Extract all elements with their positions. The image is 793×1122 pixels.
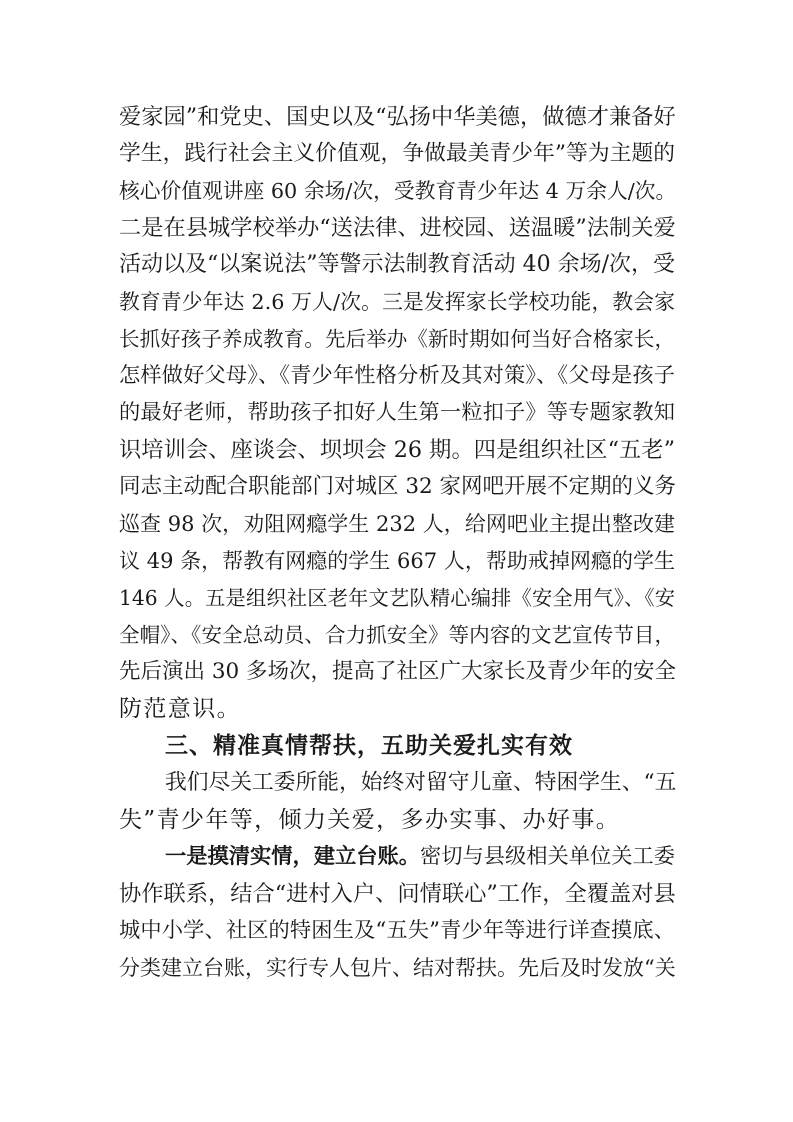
section-heading: 三、精准真情帮扶，五助关爱扎实有效	[165, 733, 573, 759]
paragraph-line: 失”青少年等，倾力关爱，多办实事、办好事。	[119, 807, 621, 833]
paragraph-line: 怎样做好父母》、《青少年性格分析及其对策》、《父母是孩子	[119, 363, 675, 388]
paragraph-line: 学生，践行社会主义价值观，争做最美青少年”等为主题的	[119, 141, 675, 166]
paragraph-line: 我们尽关工委所能，始终对留守儿童、特困学生、“五	[165, 770, 677, 795]
paragraph-line: 活动以及“以案说法”等警示法制教育活动 40 余场/次，受	[119, 252, 675, 277]
paragraph-line: 先后演出 30 多场次，提高了社区广大家长及青少年的安全	[119, 659, 677, 684]
paragraph-line: 二是在县城学校举办“送法律、进校园、送温暖”法制关爱	[119, 215, 676, 241]
paragraph-line-rest: 密切与县级相关单位关工委	[420, 844, 676, 869]
paragraph-line: 议 49 条，帮教有网瘾的学生 667 人，帮助戒掉网瘾的学生	[119, 549, 675, 573]
paragraph-line: 146 人。五是组织社区老年文艺队精心编排《安全用气》、《安	[119, 586, 675, 610]
paragraph-line: 爱家园”和党史、国史以及“弘扬中华美德，做德才兼备好	[119, 104, 676, 130]
paragraph-lead-phrase: 一是摸清实情，建立台账。	[165, 844, 421, 869]
paragraph-line: 分类建立台账，实行专人包片、结对帮扶。先后及时发放“关	[119, 956, 676, 980]
paragraph-line: 协作联系，结合“进村入户、问情联心”工作，全覆盖对县	[119, 881, 676, 907]
paragraph-line: 识培训会、座谈会、坝坝会 26 期。四是组织社区“五老”	[119, 437, 675, 463]
paragraph-line: 教育青少年达 2.6 万人/次。三是发挥家长学校功能，教会家	[119, 290, 675, 314]
paragraph-line: 城中小学、社区的特困生及“五失”青少年等进行详查摸底、	[119, 918, 675, 943]
paragraph-line: 全帽》、《安全总动员、合力抓安全》等内容的文艺宣传节目，	[119, 623, 675, 647]
paragraph-line: 核心价值观讲座 60 余场/次，受教育青少年达 4 万余人/次。	[119, 179, 677, 203]
paragraph-line: 防范意识。	[119, 696, 241, 722]
paragraph-line: 长抓好孩子养成教育。先后举办《新时期如何当好合格家长，	[119, 327, 675, 351]
paragraph-line: 巡查 98 次，劝阻网瘾学生 232 人，给网吧业主提出整改建	[119, 512, 675, 536]
paragraph-line: 的最好老师，帮助孩子扣好人生第一粒扣子》等专题家教知	[119, 400, 675, 425]
paragraph-line	[165, 842, 675, 872]
paragraph-line: 同志主动配合职能部门对城区 32 家网吧开展不定期的义务	[119, 474, 677, 499]
